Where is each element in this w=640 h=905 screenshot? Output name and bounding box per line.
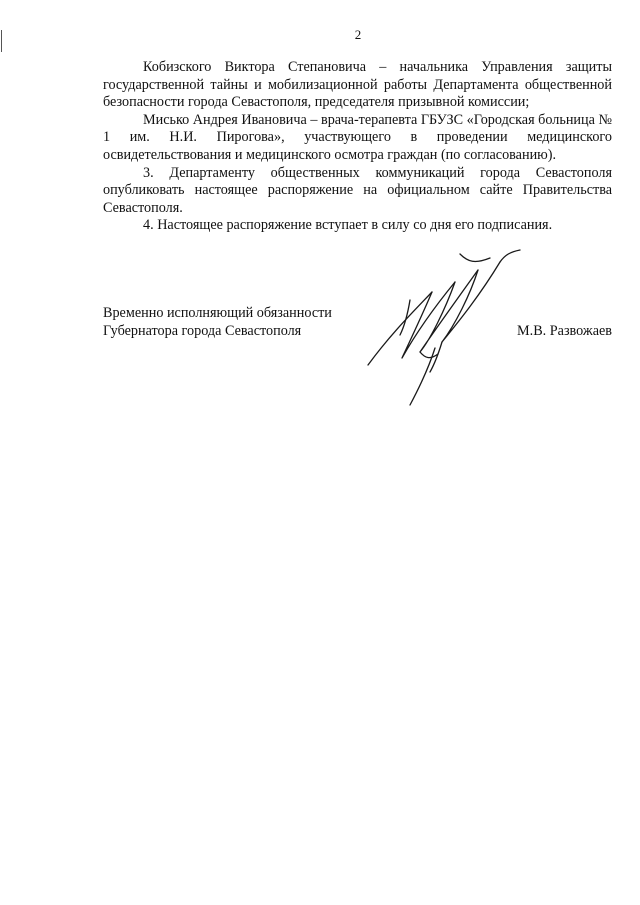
handwritten-signature <box>360 240 530 410</box>
signature-block <box>103 305 612 340</box>
paragraph-item-3: 3. Департаменту общественных коммуникаций города Севастополя опубликовать настоящее распоряжение на официальном сайте Правительства Севастополя. <box>103 164 612 216</box>
signatory-position-line-2: Губернатора города Севастополя <box>103 322 302 339</box>
signatory-position-line-1: Временно исполняющий обязанности <box>103 305 332 321</box>
paragraph-item-4: 4. Настоящее распоряжение вступает в силу со дня его подписания. <box>143 217 553 234</box>
signatory-name: М.В. Развожаев <box>517 322 612 339</box>
paragraph-misko: Мисько Андрея Ивановича – врача-терапевта ГБУЗС «Городская больница № 1 им. Н.И. Пирогова», участвующего в проведении медицинского освидетельствования и медицинского осмотра граждан (по согласованию). <box>103 111 612 163</box>
page-number: 2 <box>354 27 362 42</box>
document-body <box>103 59 612 235</box>
paragraph-kobizsky: Кобизского Виктора Степановича – начальника Управления защиты государственной тайны и мобилизационной работы Департамента общественной безопасности города Севастополя, председателя призывной комиссии; <box>103 59 612 111</box>
